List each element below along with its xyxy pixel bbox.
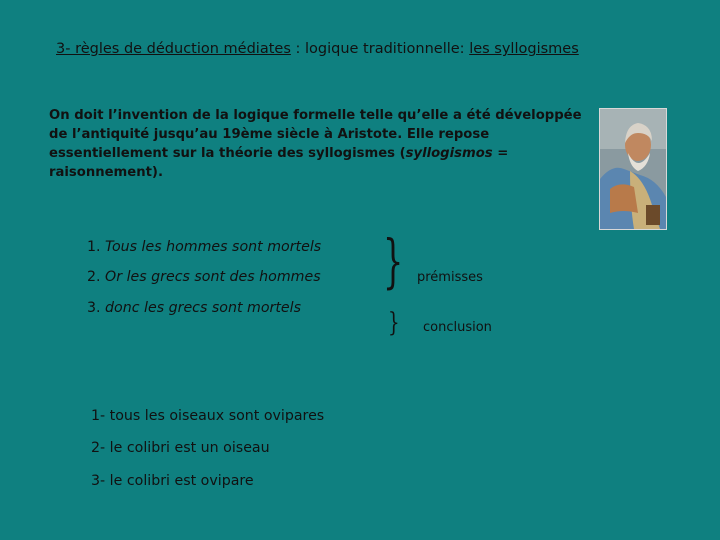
title-part-1: 3- règles de déduction médiates (56, 41, 291, 57)
slide-title (56, 41, 616, 57)
syllogism-1-line-3 (87, 300, 301, 316)
syllogism-2-line-3: 3- le colibri est ovipare (91, 473, 254, 489)
line-text: donc les grecs sont mortels (100, 300, 301, 316)
intro-text-1: On doit l’invention de la logique formelle telle qu’elle a été développée de l’antiquité jusqu’au 19ème siècle à Aristote. Elle repose essentiellement sur la théorie des syllogismes ( (49, 108, 582, 161)
intro-paragraph (49, 106, 589, 182)
premises-label: prémisses (417, 270, 483, 285)
portrait-image (600, 109, 666, 229)
syllogism-2-line-2: 2- le colibri est un oiseau (91, 440, 270, 456)
aristotle-portrait (599, 108, 667, 230)
conclusion-brace-icon: } (388, 308, 400, 338)
line-number: 1. (87, 239, 101, 255)
title-part-3: les syllogismes (469, 41, 579, 57)
line-number: 3. (87, 300, 101, 316)
intro-term: syllogismos (405, 146, 493, 161)
line-number: 2. (87, 269, 101, 285)
syllogism-1-line-1 (87, 239, 321, 255)
syllogism-1-line-2 (87, 269, 321, 285)
syllogism-2-line-1: 1- tous les oiseaux sont ovipares (91, 408, 325, 424)
line-text: Or les grecs sont des hommes (100, 269, 321, 285)
intro-text-2: = raisonnement). (49, 146, 509, 180)
title-part-2: : logique traditionnelle: (290, 41, 470, 57)
premises-brace-icon: } (383, 227, 404, 295)
line-text: Tous les hommes sont mortels (100, 239, 322, 255)
conclusion-label: conclusion (423, 320, 492, 335)
